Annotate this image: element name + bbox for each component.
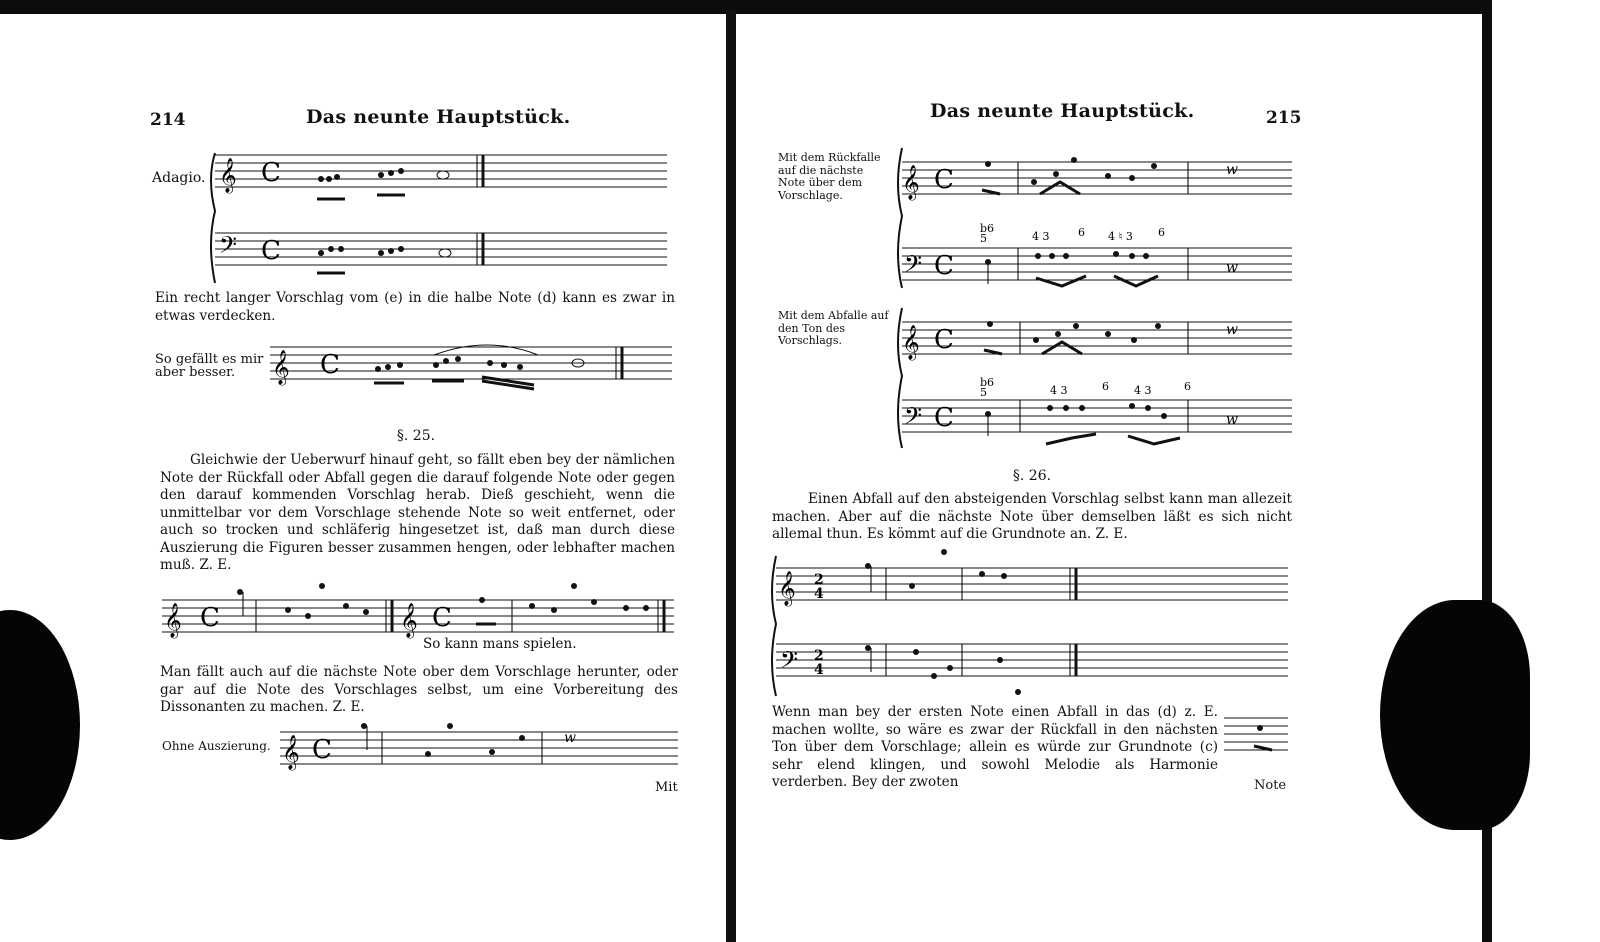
svg-text:C: C: [934, 403, 954, 433]
svg-text:w: w: [1226, 260, 1238, 276]
scan-shadow-right: [1380, 600, 1530, 830]
example-label: Ohne Auszierung.: [162, 739, 271, 753]
music-example-rueckfalle: [896, 144, 1296, 294]
svg-text:6: 6: [1158, 226, 1165, 239]
paragraph: Wenn man bey der ersten Note einen Abfall in das (d) z. E. machen wollte, so wäre es zwar der Rückfall in den nächsten Ton über dem Vorschlage; allein es würde zur Grundnote (c) sehr elend klingen, und sowohl Melodie als Harmonie verderben. Bey der zwoten: [772, 704, 1218, 790]
paragraph: Man fällt auch auf die nächste Note ober dem Vorschlage herunter, oder gar auf die Note des Vorschlages selbst, um eine Vorbereitung des Dissonanten zu machen. Z. E.: [160, 664, 678, 715]
svg-text:C: C: [261, 158, 281, 188]
svg-text:𝄞: 𝄞: [219, 158, 237, 193]
svg-text:b6: b6: [980, 376, 995, 389]
svg-text:C: C: [934, 165, 954, 195]
music-example-rueckfall: [160, 580, 680, 650]
svg-text:4: 4: [814, 586, 824, 602]
svg-text:w: w: [1226, 162, 1238, 178]
svg-text:𝄞: 𝄞: [272, 350, 290, 385]
svg-text:𝄞: 𝄞: [282, 735, 300, 770]
left-page: [0, 14, 726, 942]
svg-text:6: 6: [1184, 380, 1191, 393]
svg-text:C: C: [261, 236, 281, 266]
paragraph: Einen Abfall auf den absteigenden Vorschlag selbst kann man allezeit machen. Aber auf die nächste Note über demselben läßt es sich nicht allemal thun. Es kömmt auf die Grundnote an. Z. E.: [772, 491, 1292, 542]
svg-text:C: C: [934, 325, 954, 355]
svg-text:𝄞: 𝄞: [164, 603, 182, 638]
svg-text:2: 2: [814, 648, 824, 664]
music-example-besser: [268, 341, 678, 391]
svg-text:6: 6: [1078, 226, 1085, 239]
example-label: Mit dem Rückfalle auf die nächste Note über dem Vorschlage.: [778, 151, 881, 202]
running-head: Das neunte Hauptstück.: [930, 100, 1195, 122]
svg-text:𝄞: 𝄞: [400, 603, 418, 638]
paragraph: Ein recht langer Vorschlag vom (e) in die halbe Note (d) kann es zwar in etwas verdecken.: [155, 290, 675, 324]
svg-text:𝄢: 𝄢: [904, 402, 923, 435]
svg-text:C: C: [432, 603, 452, 633]
svg-text:C: C: [200, 603, 220, 633]
paragraph: Gleichwie der Ueberwurf hinauf geht, so fällt eben bey der nämlichen Note der Rückfall oder Abfall gegen die darauf folgende Note oder gegen den darauf kommenden Vorschlag herab. Dieß geschieht, wenn die unmittelbar vor dem Vorschlage stehende Note so weit entfernet, oder auch so trocken und schläferig hingesetzet ist, daß man durch diese Auszierung die Figuren besser zusammen hengen, oder lebhafter machen muß. Z. E.: [160, 452, 675, 573]
svg-text:4: 4: [814, 662, 824, 678]
section-heading: §. 26.: [1012, 468, 1052, 484]
music-example-abfalle: [896, 304, 1296, 454]
music-example-adagio: [205, 149, 675, 289]
example-caption: So kann mans spielen.: [423, 636, 577, 652]
svg-text:𝄢: 𝄢: [219, 231, 238, 264]
catchword: Note: [1254, 778, 1287, 793]
book-gutter: [726, 10, 736, 942]
music-example-ohne: [278, 724, 683, 774]
svg-text:2: 2: [814, 572, 824, 588]
svg-text:6: 6: [1102, 380, 1109, 393]
svg-text:C: C: [320, 350, 340, 380]
svg-text:𝄞: 𝄞: [902, 165, 920, 200]
svg-text:4 3: 4 3: [1050, 384, 1068, 397]
svg-text:b6: b6: [980, 222, 995, 235]
right-page: [736, 14, 1482, 942]
svg-text:w: w: [1226, 322, 1238, 338]
page-number: 214: [150, 110, 186, 130]
svg-text:4 3: 4 3: [1032, 230, 1050, 243]
svg-text:w: w: [564, 730, 576, 746]
music-example-grundnote: [772, 552, 1292, 702]
example-label: Mit dem Abfalle auf den Ton des Vorschlags.: [778, 309, 889, 347]
svg-text:𝄞: 𝄞: [902, 325, 920, 360]
catchword: Mit: [655, 780, 678, 795]
section-heading: §. 25.: [396, 428, 436, 444]
music-example-inline: [1224, 710, 1290, 760]
svg-text:𝄞: 𝄞: [778, 571, 796, 606]
svg-text:4 ♮ 3: 4 ♮ 3: [1108, 230, 1133, 243]
svg-text:5: 5: [980, 232, 987, 245]
svg-text:𝄢: 𝄢: [904, 250, 923, 283]
running-head: Das neunte Hauptstück.: [306, 106, 571, 128]
svg-text:𝄢: 𝄢: [780, 646, 799, 679]
svg-text:C: C: [312, 735, 332, 765]
scan-border-top: [0, 0, 1600, 14]
svg-text:C: C: [934, 251, 954, 281]
example-label: Adagio.: [152, 170, 206, 186]
svg-text:4 3: 4 3: [1134, 384, 1152, 397]
example-label: So gefällt es mir aber besser.: [155, 352, 264, 380]
page-number: 215: [1266, 108, 1302, 128]
svg-text:w: w: [1226, 412, 1238, 428]
svg-text:5: 5: [980, 386, 987, 399]
